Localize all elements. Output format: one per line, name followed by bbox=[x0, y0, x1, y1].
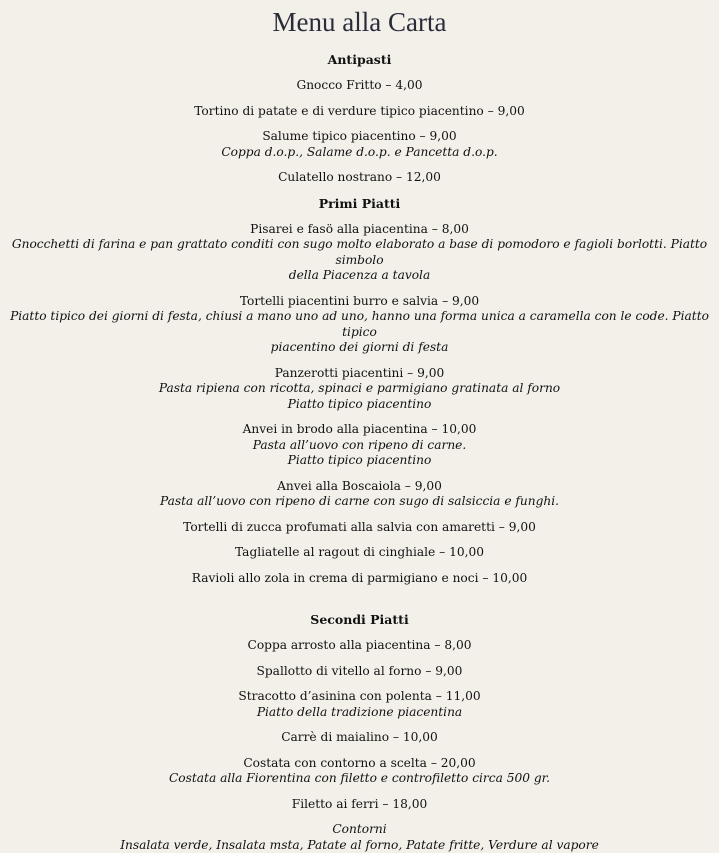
item-name: Salume tipico piacentino – 9,00 bbox=[262, 129, 457, 143]
item-name: Anvei alla Boscaiola – 9,00 bbox=[277, 478, 442, 493]
item-description: Coppa d.o.p., Salame d.o.p. e Pancetta d.o.p. bbox=[221, 144, 498, 159]
item-description: Piatto della tradizione piacentina bbox=[256, 704, 463, 719]
menu-item bbox=[0, 756, 719, 787]
item-description: della Piacenza a tavola bbox=[288, 268, 431, 282]
menu-item bbox=[0, 664, 719, 680]
section-title-secondi: Secondi Piatti bbox=[310, 612, 409, 627]
item-description: Piatto tipico dei giorni di festa, chiusi a mano uno ad uno, hanno una forma unica a caramella con le code. Piatto tipico bbox=[10, 309, 709, 339]
menu-item bbox=[0, 689, 719, 720]
menu-item bbox=[0, 638, 719, 654]
item-description: Pasta ripiena con ricotta, spinaci e parmigiano gratinata al forno bbox=[158, 381, 561, 395]
menu-item bbox=[0, 520, 719, 536]
item-description: piacentino dei giorni di festa bbox=[270, 340, 449, 354]
item-name: Tagliatelle al ragout di cinghiale – 10,00 bbox=[235, 545, 484, 559]
menu-item bbox=[0, 366, 719, 413]
item-name: Gnocco Fritto – 4,00 bbox=[296, 78, 423, 92]
menu-item bbox=[0, 571, 719, 587]
page-title: Menu alla Carta bbox=[272, 7, 447, 37]
menu-item bbox=[0, 797, 719, 813]
menu-item bbox=[0, 294, 719, 356]
menu-item bbox=[0, 78, 719, 94]
section-title-antipasti: Antipasti bbox=[327, 52, 392, 67]
item-name: Ravioli allo zola in crema di parmigiano e noci – 10,00 bbox=[191, 570, 528, 585]
item-description: Piatto tipico piacentino bbox=[287, 453, 432, 467]
menu-item bbox=[0, 730, 719, 746]
item-name: Coppa arrosto alla piacentina – 8,00 bbox=[247, 638, 472, 652]
item-name: Culatello nostrano – 12,00 bbox=[278, 170, 441, 184]
item-name: Panzerotti piacentini – 9,00 bbox=[274, 365, 445, 380]
item-name: Stracotto d’asinina con polenta – 11,00 bbox=[238, 689, 481, 703]
item-name: Carrè di maialino – 10,00 bbox=[281, 730, 438, 744]
menu-item bbox=[0, 545, 719, 561]
section-title-primi: Primi Piatti bbox=[318, 195, 401, 211]
menu-item bbox=[0, 422, 719, 469]
item-name: Pisarei e fasö alla piacentina – 8,00 bbox=[250, 221, 469, 236]
contorni-description: Insalata verde, Insalata msta, Patate al forno, Patate fritte, Verdure al vapore bbox=[120, 837, 599, 852]
menu-item bbox=[0, 104, 719, 120]
menu-item-contorni bbox=[0, 822, 719, 853]
item-name: Tortino di patate e di verdure tipico piacentino – 9,00 bbox=[194, 103, 525, 118]
item-description: Piatto tipico piacentino bbox=[287, 396, 432, 411]
item-description: Pasta all’uovo con ripeno di carne con sugo di salsiccia e funghi. bbox=[159, 494, 560, 508]
menu-item bbox=[0, 170, 719, 186]
item-name: Spallotto di vitello al forno – 9,00 bbox=[256, 663, 463, 678]
item-description: Pasta all’uovo con ripeno di carne. bbox=[252, 437, 467, 452]
item-name: Costata con contorno a scelta – 20,00 bbox=[243, 755, 476, 770]
item-name: Tortelli di zucca profumati alla salvia con amaretti – 9,00 bbox=[183, 519, 536, 534]
menu-item bbox=[0, 129, 719, 160]
menu-item bbox=[0, 479, 719, 510]
item-name: Filetto ai ferri – 18,00 bbox=[291, 796, 428, 811]
item-description: Gnocchetti di farina e pan grattato conditi con sugo molto elaborato a base di pomodoro e fagioli borlotti. Piatto simbolo bbox=[11, 237, 708, 267]
contorni-title: Contorni bbox=[332, 822, 387, 836]
menu-item bbox=[0, 222, 719, 284]
item-name: Anvei in brodo alla piacentina – 10,00 bbox=[242, 422, 477, 436]
item-name: Tortelli piacentini burro e salvia – 9,00 bbox=[239, 293, 480, 308]
item-description: Costata alla Fiorentina con filetto e controfiletto circa 500 gr. bbox=[168, 771, 551, 785]
